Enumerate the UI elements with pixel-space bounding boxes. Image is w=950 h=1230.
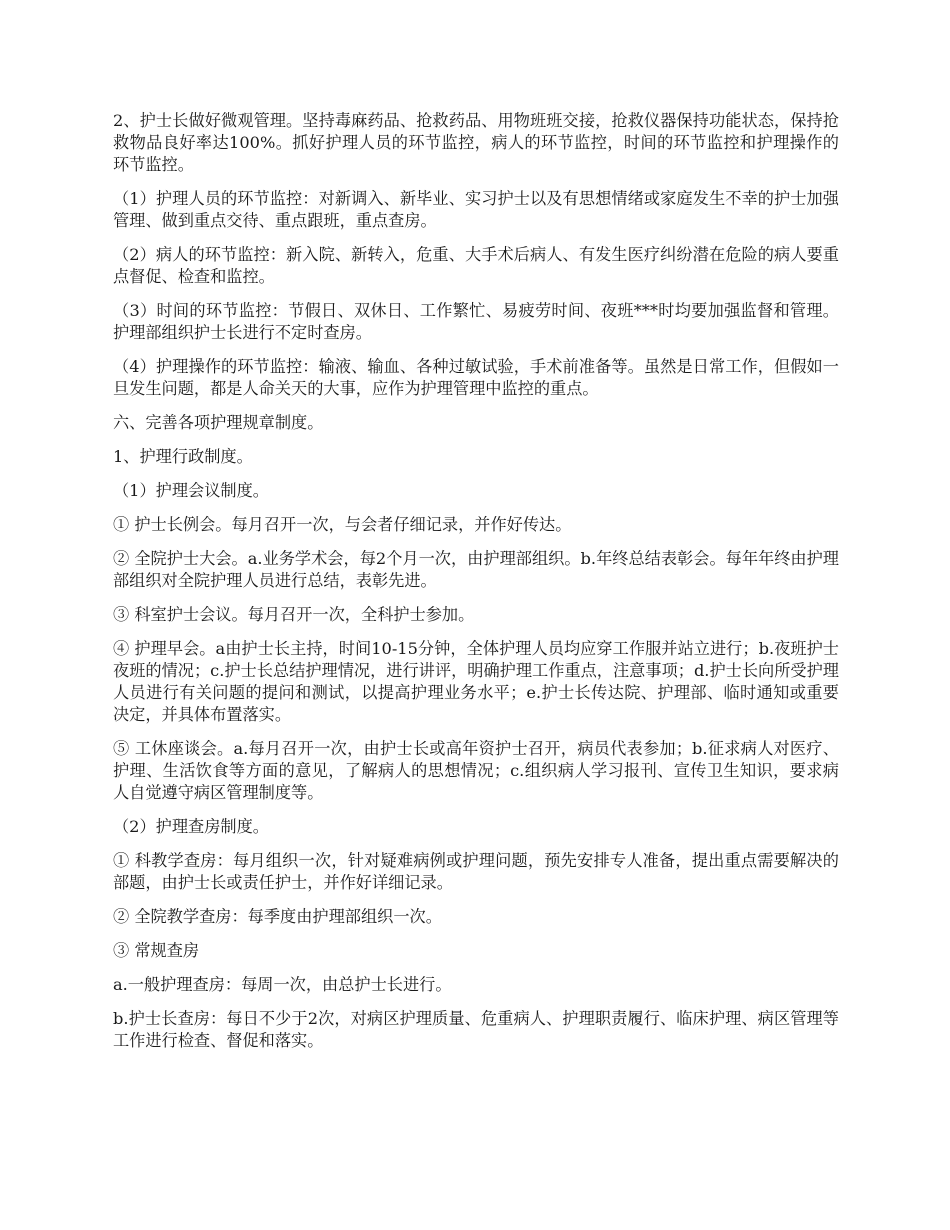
paragraph-18: a.一般护理查房：每周一次，由总护士长进行。 — [113, 975, 452, 994]
paragraph-17: ③ 常规查房 — [113, 941, 200, 960]
subsubsection-heading-meeting: （1）护理会议制度。 — [113, 481, 269, 500]
document-body — [113, 110, 839, 1064]
paragraph-19: b.护士长查房：每日不少于2次，对病区护理质量、危重病人、护理职责履行、临床护理、病区管理等工作进行检查、督促和落实。 — [113, 1009, 839, 1050]
subsection-heading: 1、护理行政制度。 — [113, 447, 253, 466]
paragraph-9: ① 护士长例会。每月召开一次，与会者仔细记录，并作好传达。 — [113, 515, 572, 534]
subsubsection-heading-rounds: （2）护理查房制度。 — [113, 817, 269, 836]
paragraph-12: ④ 护理早会。a由护士长主持，时间10-15分钟，全体护理人员均应穿工作服并站立进行；b.夜班护士夜班的情况；c.护士长总结护理情况，进行讲评，明确护理工作重点，注意事项；d.护士长向所受护理人员进行有关问题的提问和测试，以提高护理业务水平；e.护士长传达院、护理部、临时通知或重要决定，并具体布置落实。 — [113, 639, 839, 724]
paragraph-3: （2）病人的环节监控：新入院、新转入，危重、大手术后病人、有发生医疗纠纷潜在危险的病人要重点督促、检查和监控。 — [113, 245, 839, 286]
paragraph-13: ⑤ 工休座谈会。a.每月召开一次，由护士长或高年资护士召开，病员代表参加；b.征求病人对医疗、护理、生活饮食等方面的意见，了解病人的思想情况；c.组织病人学习报刊、宣传卫生知识，要求病人自觉遵守病区管理制度等。 — [113, 739, 839, 802]
paragraph-1: 2、护士长做好微观管理。坚持毒麻药品、抢救药品、用物班班交接，抢救仪器保持功能状态，保持抢救物品良好率达100%。抓好护理人员的环节监控，病人的环节监控，时间的环节监控和护理操作的环节监控。 — [113, 111, 839, 174]
paragraph-11: ③ 科室护士会议。每月召开一次，全科护士参加。 — [113, 605, 475, 624]
paragraph-4: （3）时间的环节监控：节假日、双休日、工作繁忙、易疲劳时间、夜班***时均要加强监督和管理。护理部组织护士长进行不定时查房。 — [113, 301, 839, 342]
paragraph-15: ① 科教学查房：每月组织一次，针对疑难病例或护理问题，预先安排专人准备，提出重点需要解决的部题，由护士长或责任护士，并作好详细记录。 — [113, 851, 839, 892]
paragraph-10: ② 全院护士大会。a.业务学术会，每2个月一次，由护理部组织。b.年终总结表彰会。每年年终由护理部组织对全院护理人员进行总结，表彰先进。 — [113, 549, 839, 590]
paragraph-16: ② 全院教学查房：每季度由护理部组织一次。 — [113, 907, 442, 926]
section-heading: 六、完善各项护理规章制度。 — [113, 413, 324, 432]
paragraph-2: （1）护理人员的环节监控：对新调入、新毕业、实习护士以及有思想情绪或家庭发生不幸的护士加强管理、做到重点交待、重点跟班，重点查房。 — [113, 189, 839, 230]
paragraph-5: （4）护理操作的环节监控：输液、输血、各种过敏试验，手术前准备等。虽然是日常工作，但假如一旦发生问题，都是人命关天的大事，应作为护理管理中监控的重点。 — [113, 357, 839, 398]
